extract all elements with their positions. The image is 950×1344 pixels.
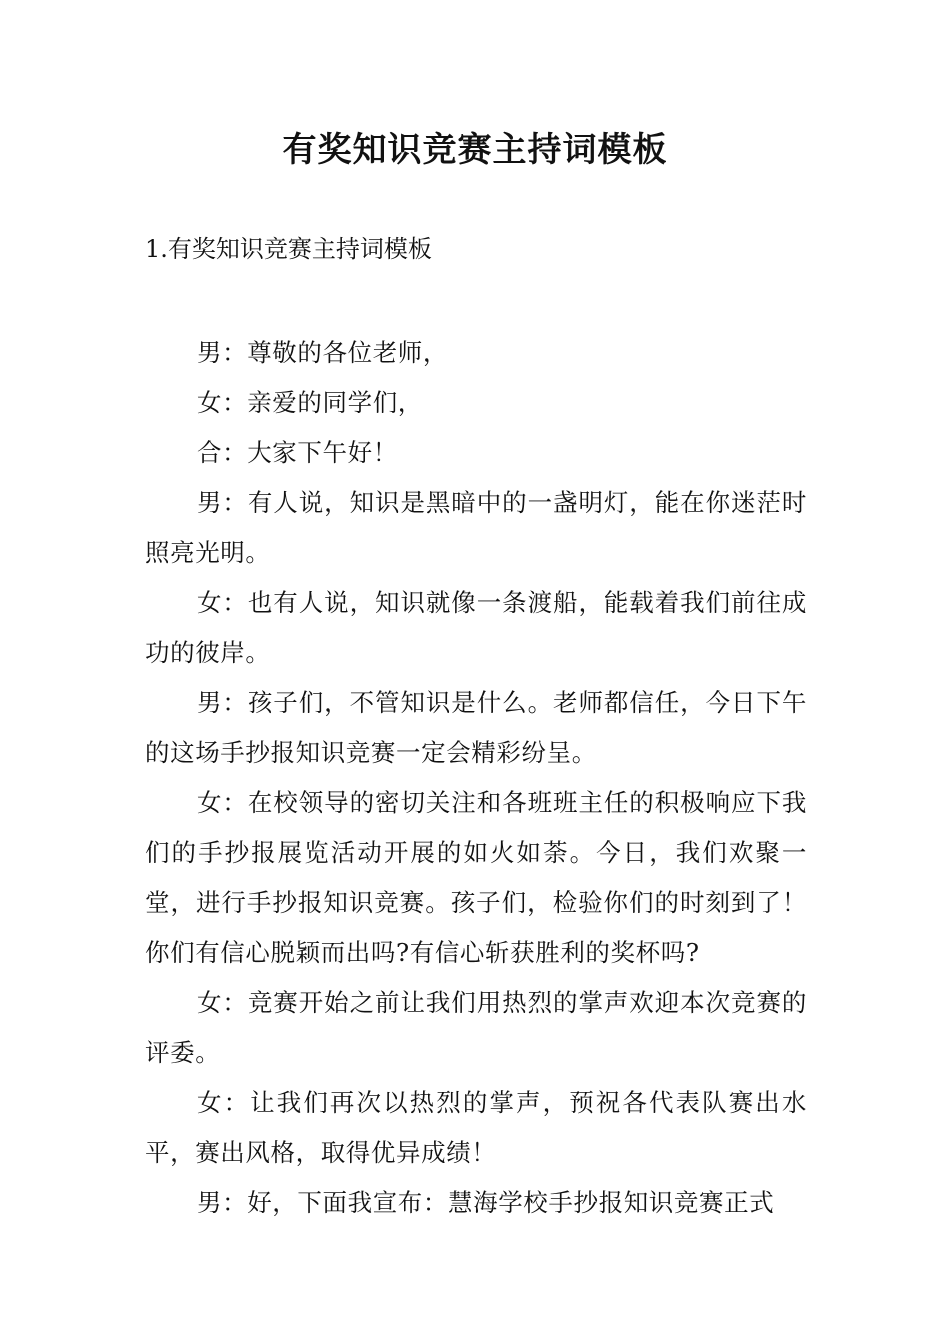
paragraph: 合：大家下午好！: [197, 438, 398, 467]
paragraph: 女：亲爱的同学们，: [197, 388, 423, 417]
paragraph: 男：尊敬的各位老师，: [197, 338, 448, 367]
paragraph: 女：也有人说，知识就像一条渡船，能载着我们前往成功的彼岸。: [145, 588, 807, 667]
paragraph: 男：孩子们，不管知识是什么。老师都信任，今日下午的这场手抄报知识竞赛一定会精彩纷呈。: [145, 688, 807, 767]
paragraph: 男：有人说，知识是黑暗中的一盏明灯，能在你迷茫时照亮光明。: [145, 488, 807, 567]
paragraph: 男：好，下面我宣布：慧海学校手抄报知识竞赛正式: [197, 1188, 775, 1217]
paragraph: 女：竞赛开始之前让我们用热烈的掌声欢迎本次竞赛的评委。: [145, 988, 807, 1067]
paragraph: 女：在校领导的密切关注和各班班主任的积极响应下我们的手抄报展览活动开展的如火如荼。今日，我们欢聚一堂，进行手抄报知识竞赛。孩子们，检验你们的时刻到了！你们有信心脱颖而出吗?有信心斩获胜利的奖杯吗?: [145, 788, 807, 967]
section-heading: 1.有奖知识竞赛主持词模板: [145, 235, 432, 263]
document-title: 有奖知识竞赛主持词模板: [282, 130, 668, 170]
document-body: [145, 328, 807, 1228]
paragraph: 女：让我们再次以热烈的掌声，预祝各代表队赛出水平，赛出风格，取得优异成绩！: [145, 1088, 807, 1167]
